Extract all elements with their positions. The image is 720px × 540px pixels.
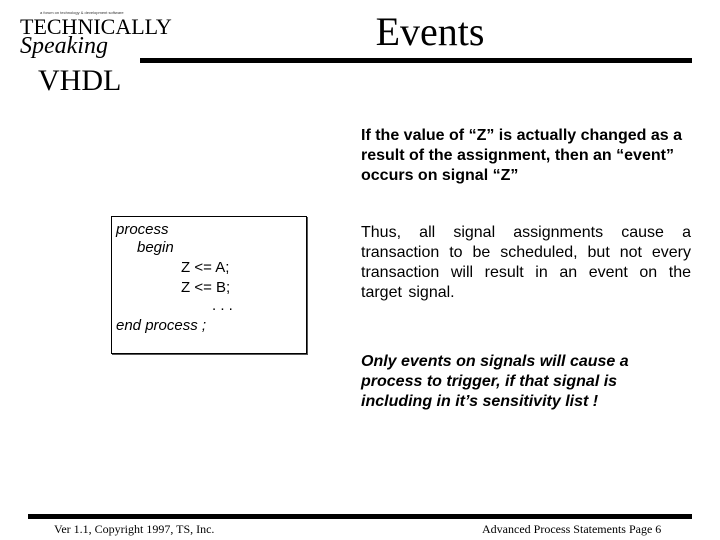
- paragraph-event-definition: If the value of “Z” is actually changed as a result of the assignment, then an “event” occurs on signal “Z”: [361, 127, 682, 184]
- technically-speaking-logo: [16, 8, 172, 60]
- slide-subtitle: VHDL: [38, 64, 122, 97]
- code-line-ellipsis: . . .: [212, 297, 233, 314]
- code-line-assign-a: Z <= A;: [181, 259, 230, 276]
- code-line-process: process: [116, 221, 169, 238]
- code-box: [111, 216, 307, 354]
- header-rule: [140, 58, 692, 63]
- footer-copyright: Ver 1.1, Copyright 1997, TS, Inc.: [54, 522, 215, 536]
- logo-tagline: a forum on technology & development software: [40, 10, 124, 15]
- footer-page-info: Advanced Process Statements Page 6: [482, 522, 662, 536]
- code-line-assign-b: Z <= B;: [181, 279, 231, 296]
- paragraph-sensitivity: Only events on signals will cause a process to trigger, if that signal is including in it’s sensitivity list !: [361, 353, 629, 410]
- paragraph-transaction: Thus, all signal assignments cause a transaction to be scheduled, but not every transaction will result in an event on the target signal.: [361, 224, 691, 301]
- footer-rule: [28, 514, 692, 519]
- code-line-begin: begin: [137, 239, 174, 256]
- slide-title: Events: [375, 9, 485, 54]
- logo-bottom-text: Speaking: [20, 33, 108, 59]
- code-line-end-process: end process ;: [116, 317, 207, 334]
- logo-top-text: TECHNICALLY: [20, 14, 172, 39]
